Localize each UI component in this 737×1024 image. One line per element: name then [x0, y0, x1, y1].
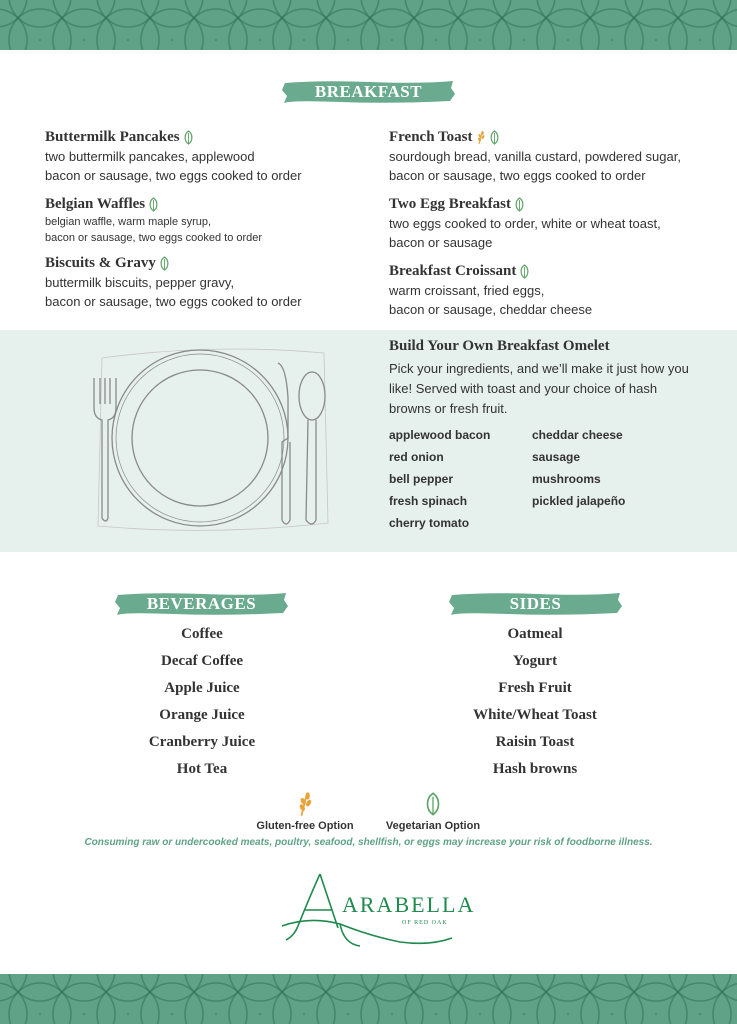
ingredient: pickled jalapeño [532, 494, 626, 508]
item-name: Belgian Waffles [45, 196, 146, 212]
sides-list [435, 624, 635, 786]
item-desc-line: bacon or sausage [389, 235, 493, 250]
ingredient: fresh spinach [389, 494, 468, 508]
beverage-item: Orange Juice [159, 707, 245, 723]
leaf-icon [183, 130, 194, 145]
legend-gluten-free [250, 790, 360, 832]
bottom-pattern-band [0, 974, 737, 1024]
foodborne-illness-disclaimer: Consuming raw or undercooked meats, poultry, seafood, shellfish, or eggs may increase your risk of foodborne illness. [84, 837, 653, 848]
leaf-icon [159, 256, 170, 271]
leaf-icon [519, 264, 530, 279]
item-desc-line: sourdough bread, vanilla custard, powdered sugar, [389, 149, 681, 164]
menu-item-two-egg-breakfast [389, 195, 661, 252]
menu-item-biscuits-gravy [45, 254, 302, 311]
beverage-item: Hot Tea [176, 761, 228, 777]
logo-subtitle: OF RED OAK [402, 920, 448, 926]
item-desc-line: buttermilk biscuits, pepper gravy, [45, 275, 235, 290]
ingredient: cheddar cheese [532, 428, 623, 442]
ingredient: cherry tomato [389, 516, 470, 530]
leaf-icon [489, 130, 500, 145]
ingredients-column-2 [532, 424, 625, 512]
item-desc-line: two buttermilk pancakes, applewood [45, 149, 255, 164]
leaf-icon [514, 197, 525, 212]
side-item: White/Wheat Toast [473, 707, 597, 723]
beverage-item: Decaf Coffee [160, 653, 244, 669]
legend-label: Gluten-free Option [256, 820, 354, 832]
item-desc-line: bacon or sausage, two eggs cooked to order [45, 168, 302, 183]
side-item: Oatmeal [507, 626, 563, 642]
ingredient: mushrooms [532, 472, 601, 486]
beverage-item: Cranberry Juice [148, 734, 256, 750]
top-pattern-band [0, 0, 737, 50]
legend-vegetarian [378, 790, 488, 832]
ingredient: red onion [389, 450, 444, 464]
legend-label: Vegetarian Option [385, 820, 481, 832]
item-name: Biscuits & Gravy [45, 255, 156, 271]
beverage-item: Coffee [181, 626, 223, 642]
item-name: French Toast [389, 129, 473, 145]
item-name: Two Egg Breakfast [389, 196, 511, 212]
item-name: Breakfast Croissant [389, 263, 517, 279]
side-item: Hash browns [492, 761, 578, 777]
leaf-icon [424, 790, 442, 818]
menu-item-breakfast-croissant [389, 262, 592, 319]
item-desc-line: bacon or sausage, cheddar cheese [389, 302, 593, 317]
beverages-list [102, 624, 302, 786]
item-desc-line: bacon or sausage, two eggs cooked to order [45, 232, 263, 244]
ingredient: bell pepper [389, 472, 454, 486]
item-name: Buttermilk Pancakes [45, 129, 180, 145]
arabella-logo [280, 866, 476, 958]
menu-item-buttermilk-pancakes [45, 128, 302, 185]
omelet-title: Build Your Own Breakfast Omelet [389, 338, 610, 354]
omelet-description: Pick your ingredients, and we’ll make it just how you like! Served with toast and your choice of hash browns or fresh fruit. [389, 361, 689, 416]
side-item: Fresh Fruit [498, 680, 572, 696]
side-item: Raisin Toast [495, 734, 575, 750]
side-item: Yogurt [512, 653, 558, 669]
logo-name: ARABELLA [342, 892, 476, 917]
beverages-heading: BEVERAGES [114, 591, 289, 617]
ingredient: applewood bacon [389, 428, 491, 442]
wheat-icon [296, 790, 314, 818]
leaf-icon [148, 197, 159, 212]
wheat-icon [476, 130, 486, 145]
menu-item-french-toast [389, 128, 681, 185]
breakfast-heading: BREAKFAST [281, 79, 456, 105]
item-desc-line: belgian waffle, warm maple syrup, [45, 216, 212, 228]
sides-heading: SIDES [448, 591, 623, 617]
item-desc-line: bacon or sausage, two eggs cooked to order [45, 294, 302, 309]
menu-item-belgian-waffles [45, 195, 262, 246]
item-desc-line: bacon or sausage, two eggs cooked to order [389, 168, 646, 183]
ingredient: sausage [532, 450, 581, 464]
beverage-item: Apple Juice [164, 680, 240, 696]
plate-cutlery-illustration [92, 338, 332, 538]
item-desc-line: two eggs cooked to order, white or wheat toast, [389, 216, 661, 231]
ingredients-column-1 [389, 424, 490, 534]
item-desc-line: warm croissant, fried eggs, [389, 283, 545, 298]
